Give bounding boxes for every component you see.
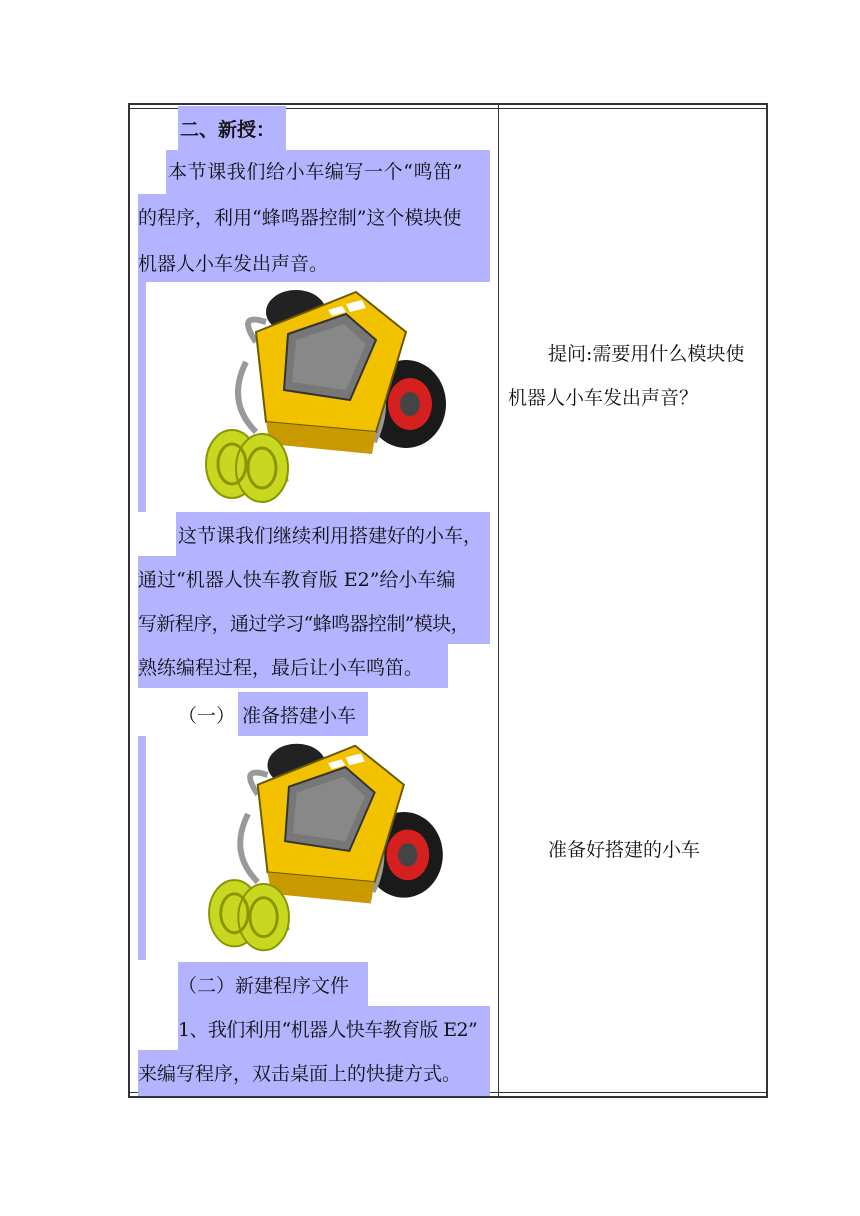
intro-line-1: 本节课我们给小车编写一个“鸣笛”: [168, 161, 464, 183]
robot-car-drawing: [206, 290, 446, 502]
column-divider: [498, 105, 499, 1096]
highlight-image-1-bar: [138, 282, 146, 512]
highlight-image-2-bar: [138, 736, 146, 960]
para2-line-4: 熟练编程过程，最后让小车鸣笛。: [138, 657, 424, 679]
section1-prefix: （一）: [178, 705, 236, 727]
question-line-2: 机器人小车发出声音？: [508, 387, 699, 409]
intro-line-2: 的程序，利用“蜂鸣器控制”这个模块使: [138, 207, 462, 229]
robot-car-image-2: [196, 736, 452, 960]
question-line-1: 提问:需要用什么模块使: [548, 343, 745, 365]
section1-title: 准备搭建小车: [242, 705, 357, 727]
section2-title: （二）新建程序文件: [178, 975, 350, 997]
robot-car-drawing: [209, 744, 443, 950]
robot-car-image-1: [196, 282, 452, 512]
para2-line-3: 写新程序，通过学习“蜂鸣器控制”模块，: [138, 613, 470, 635]
step1-line-2: 来编写程序，双击桌面上的快捷方式。: [138, 1063, 462, 1085]
section-heading: 二、新授：: [180, 119, 276, 141]
step1-line-1: 1、我们利用“机器人快车教育版 E2”: [178, 1019, 478, 1041]
intro-line-3: 机器人小车发出声音。: [138, 253, 329, 275]
note-text: 准备好搭建的小车: [548, 839, 701, 861]
para2-line-2: 通过“机器人快车教育版 E2”给小车编: [138, 569, 456, 591]
para2-line-1: 这节课我们继续利用搭建好的小车，: [178, 525, 483, 547]
